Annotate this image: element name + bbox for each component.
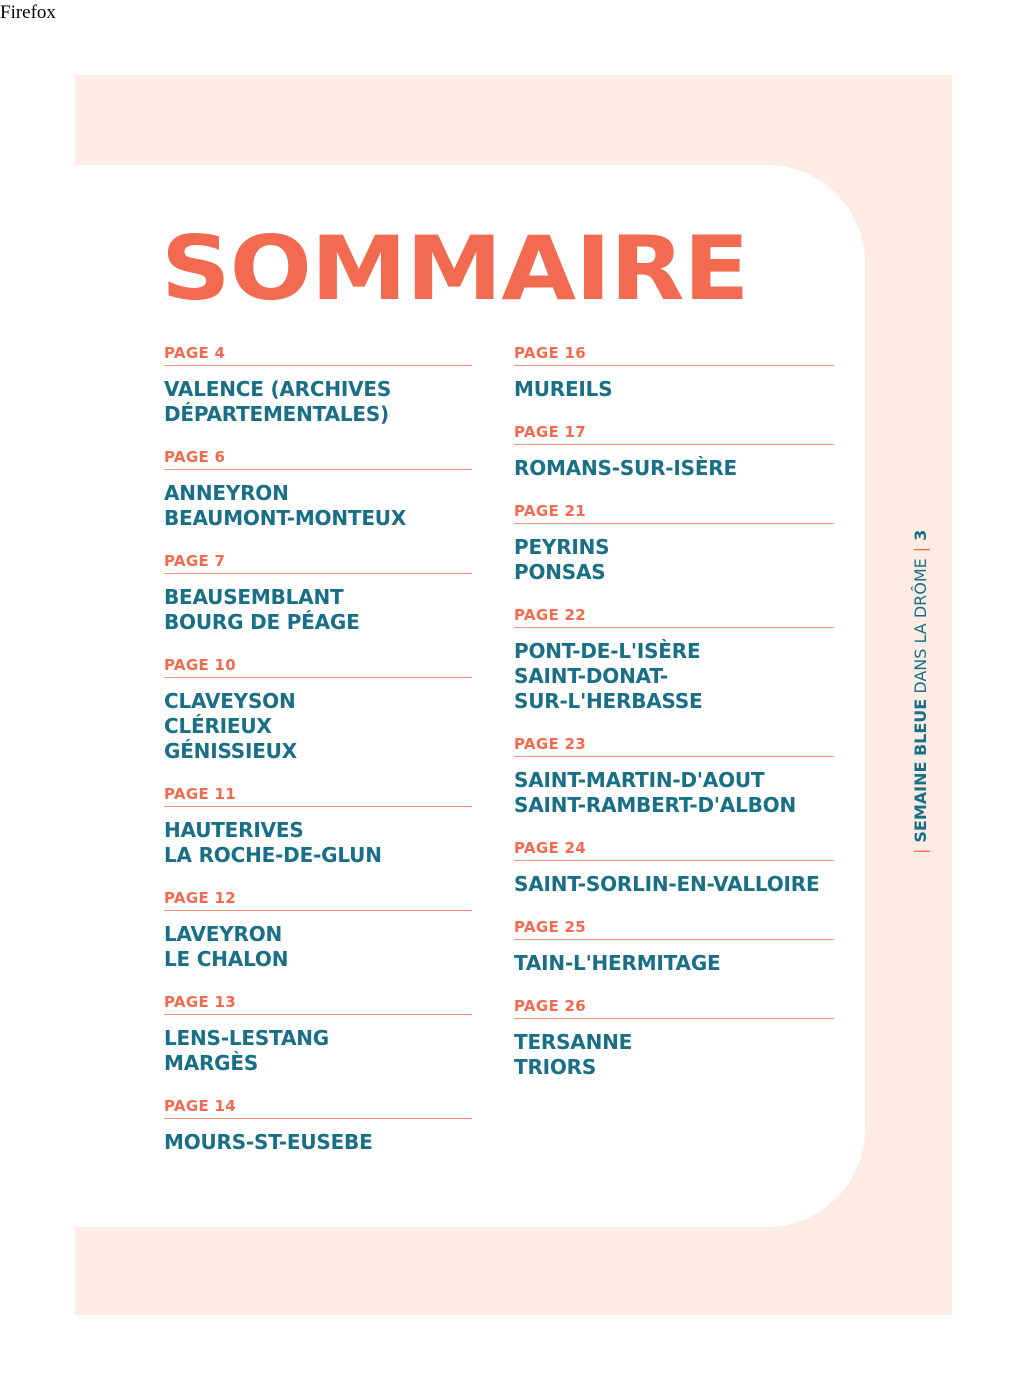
toc-entry bbox=[514, 605, 834, 714]
toc-entry bbox=[164, 1096, 472, 1155]
toc-place-name: LE CHALON bbox=[164, 947, 289, 971]
toc-place-name: SUR-L'HERBASSE bbox=[514, 689, 703, 713]
page-number: 3 bbox=[911, 529, 930, 541]
toc-page-label: PAGE 21 bbox=[514, 501, 834, 524]
publication-title-rest: DANS LA DRÔME bbox=[911, 558, 930, 694]
toc-page-label: PAGE 14 bbox=[164, 1096, 472, 1119]
toc-place-name: ANNEYRON bbox=[164, 481, 289, 505]
toc-place-name: CLÉRIEUX bbox=[164, 714, 272, 738]
toc-page-label: PAGE 24 bbox=[514, 838, 834, 861]
separator-bar: | bbox=[911, 848, 930, 854]
toc-page-label: PAGE 25 bbox=[514, 917, 834, 940]
publication-title-bold: SEMAINE BLEUE bbox=[911, 698, 930, 843]
toc-page-label: PAGE 22 bbox=[514, 605, 834, 628]
toc-place-name: LENS-LESTANG bbox=[164, 1026, 329, 1050]
toc-entry bbox=[514, 501, 834, 585]
toc-page-label: PAGE 26 bbox=[514, 996, 834, 1019]
toc-entry bbox=[514, 422, 834, 481]
document-page bbox=[75, 75, 952, 1315]
toc-place-name: BEAUMONT-MONTEUX bbox=[164, 506, 407, 530]
toc-page-label: PAGE 10 bbox=[164, 655, 472, 678]
toc-entry bbox=[164, 551, 472, 635]
toc-place-name: TAIN-L'HERMITAGE bbox=[514, 951, 721, 975]
toc-page-label: PAGE 11 bbox=[164, 784, 472, 807]
toc-place-name: ROMANS-SUR-ISÈRE bbox=[514, 456, 737, 480]
running-header-text bbox=[911, 530, 931, 860]
toc-place-name: SAINT-DONAT- bbox=[514, 664, 668, 688]
toc-place-name: GÉNISSIEUX bbox=[164, 739, 297, 763]
page-title: SOMMAIRE bbox=[161, 217, 749, 320]
toc-column-right bbox=[514, 343, 834, 1100]
toc-place-name: MUREILS bbox=[514, 377, 613, 401]
toc-place-name: MARGÈS bbox=[164, 1051, 259, 1075]
toc-place-name: TERSANNE bbox=[514, 1030, 633, 1054]
toc-place-name: BEAUSEMBLANT bbox=[164, 585, 344, 609]
toc-place-name: SAINT-RAMBERT-D'ALBON bbox=[514, 793, 796, 817]
toc-page-label: PAGE 4 bbox=[164, 343, 472, 366]
toc-entry bbox=[164, 888, 472, 972]
toc-page-label: PAGE 12 bbox=[164, 888, 472, 911]
toc-page-label: PAGE 17 bbox=[514, 422, 834, 445]
toc-place-name: PEYRINS bbox=[514, 535, 610, 559]
toc-entry bbox=[164, 343, 472, 427]
toc-page-label: PAGE 6 bbox=[164, 447, 472, 470]
toc-place-name: LAVEYRON bbox=[164, 922, 283, 946]
toc-place-name: SAINT-SORLIN-EN-VALLOIRE bbox=[514, 872, 820, 896]
toc-page-label: PAGE 13 bbox=[164, 992, 472, 1015]
toc-entry bbox=[514, 917, 834, 976]
toc-column-left bbox=[164, 343, 472, 1175]
toc-place-name: PONSAS bbox=[514, 560, 606, 584]
toc-place-name: DÉPARTEMENTALES) bbox=[164, 402, 389, 426]
toc-entry bbox=[514, 996, 834, 1080]
toc-page-label: PAGE 23 bbox=[514, 734, 834, 757]
toc-entry bbox=[514, 343, 834, 402]
toc-entry bbox=[164, 447, 472, 531]
toc-place-name: HAUTERIVES bbox=[164, 818, 304, 842]
toc-place-name: PONT-DE-L'ISÈRE bbox=[514, 639, 701, 663]
toc-place-name: TRIORS bbox=[514, 1055, 597, 1079]
toc-entry bbox=[164, 784, 472, 868]
toc-place-name: VALENCE (ARCHIVES bbox=[164, 377, 392, 401]
toc-place-name: SAINT-MARTIN-D'AOUT bbox=[514, 768, 765, 792]
separator-bar: | bbox=[911, 546, 930, 553]
toc-entry bbox=[514, 734, 834, 818]
browser-name: Firefox bbox=[0, 2, 56, 23]
toc-place-name: BOURG DE PÉAGE bbox=[164, 610, 360, 634]
toc-place-name: LA ROCHE-DE-GLUN bbox=[164, 843, 382, 867]
toc-page-label: PAGE 7 bbox=[164, 551, 472, 574]
toc-entry bbox=[514, 838, 834, 897]
toc-entry bbox=[164, 992, 472, 1076]
toc-place-name: CLAVEYSON bbox=[164, 689, 296, 713]
running-header bbox=[911, 530, 931, 860]
toc-entry bbox=[164, 655, 472, 764]
toc-page-label: PAGE 16 bbox=[514, 343, 834, 366]
toc-place-name: MOURS-ST-EUSEBE bbox=[164, 1130, 373, 1154]
